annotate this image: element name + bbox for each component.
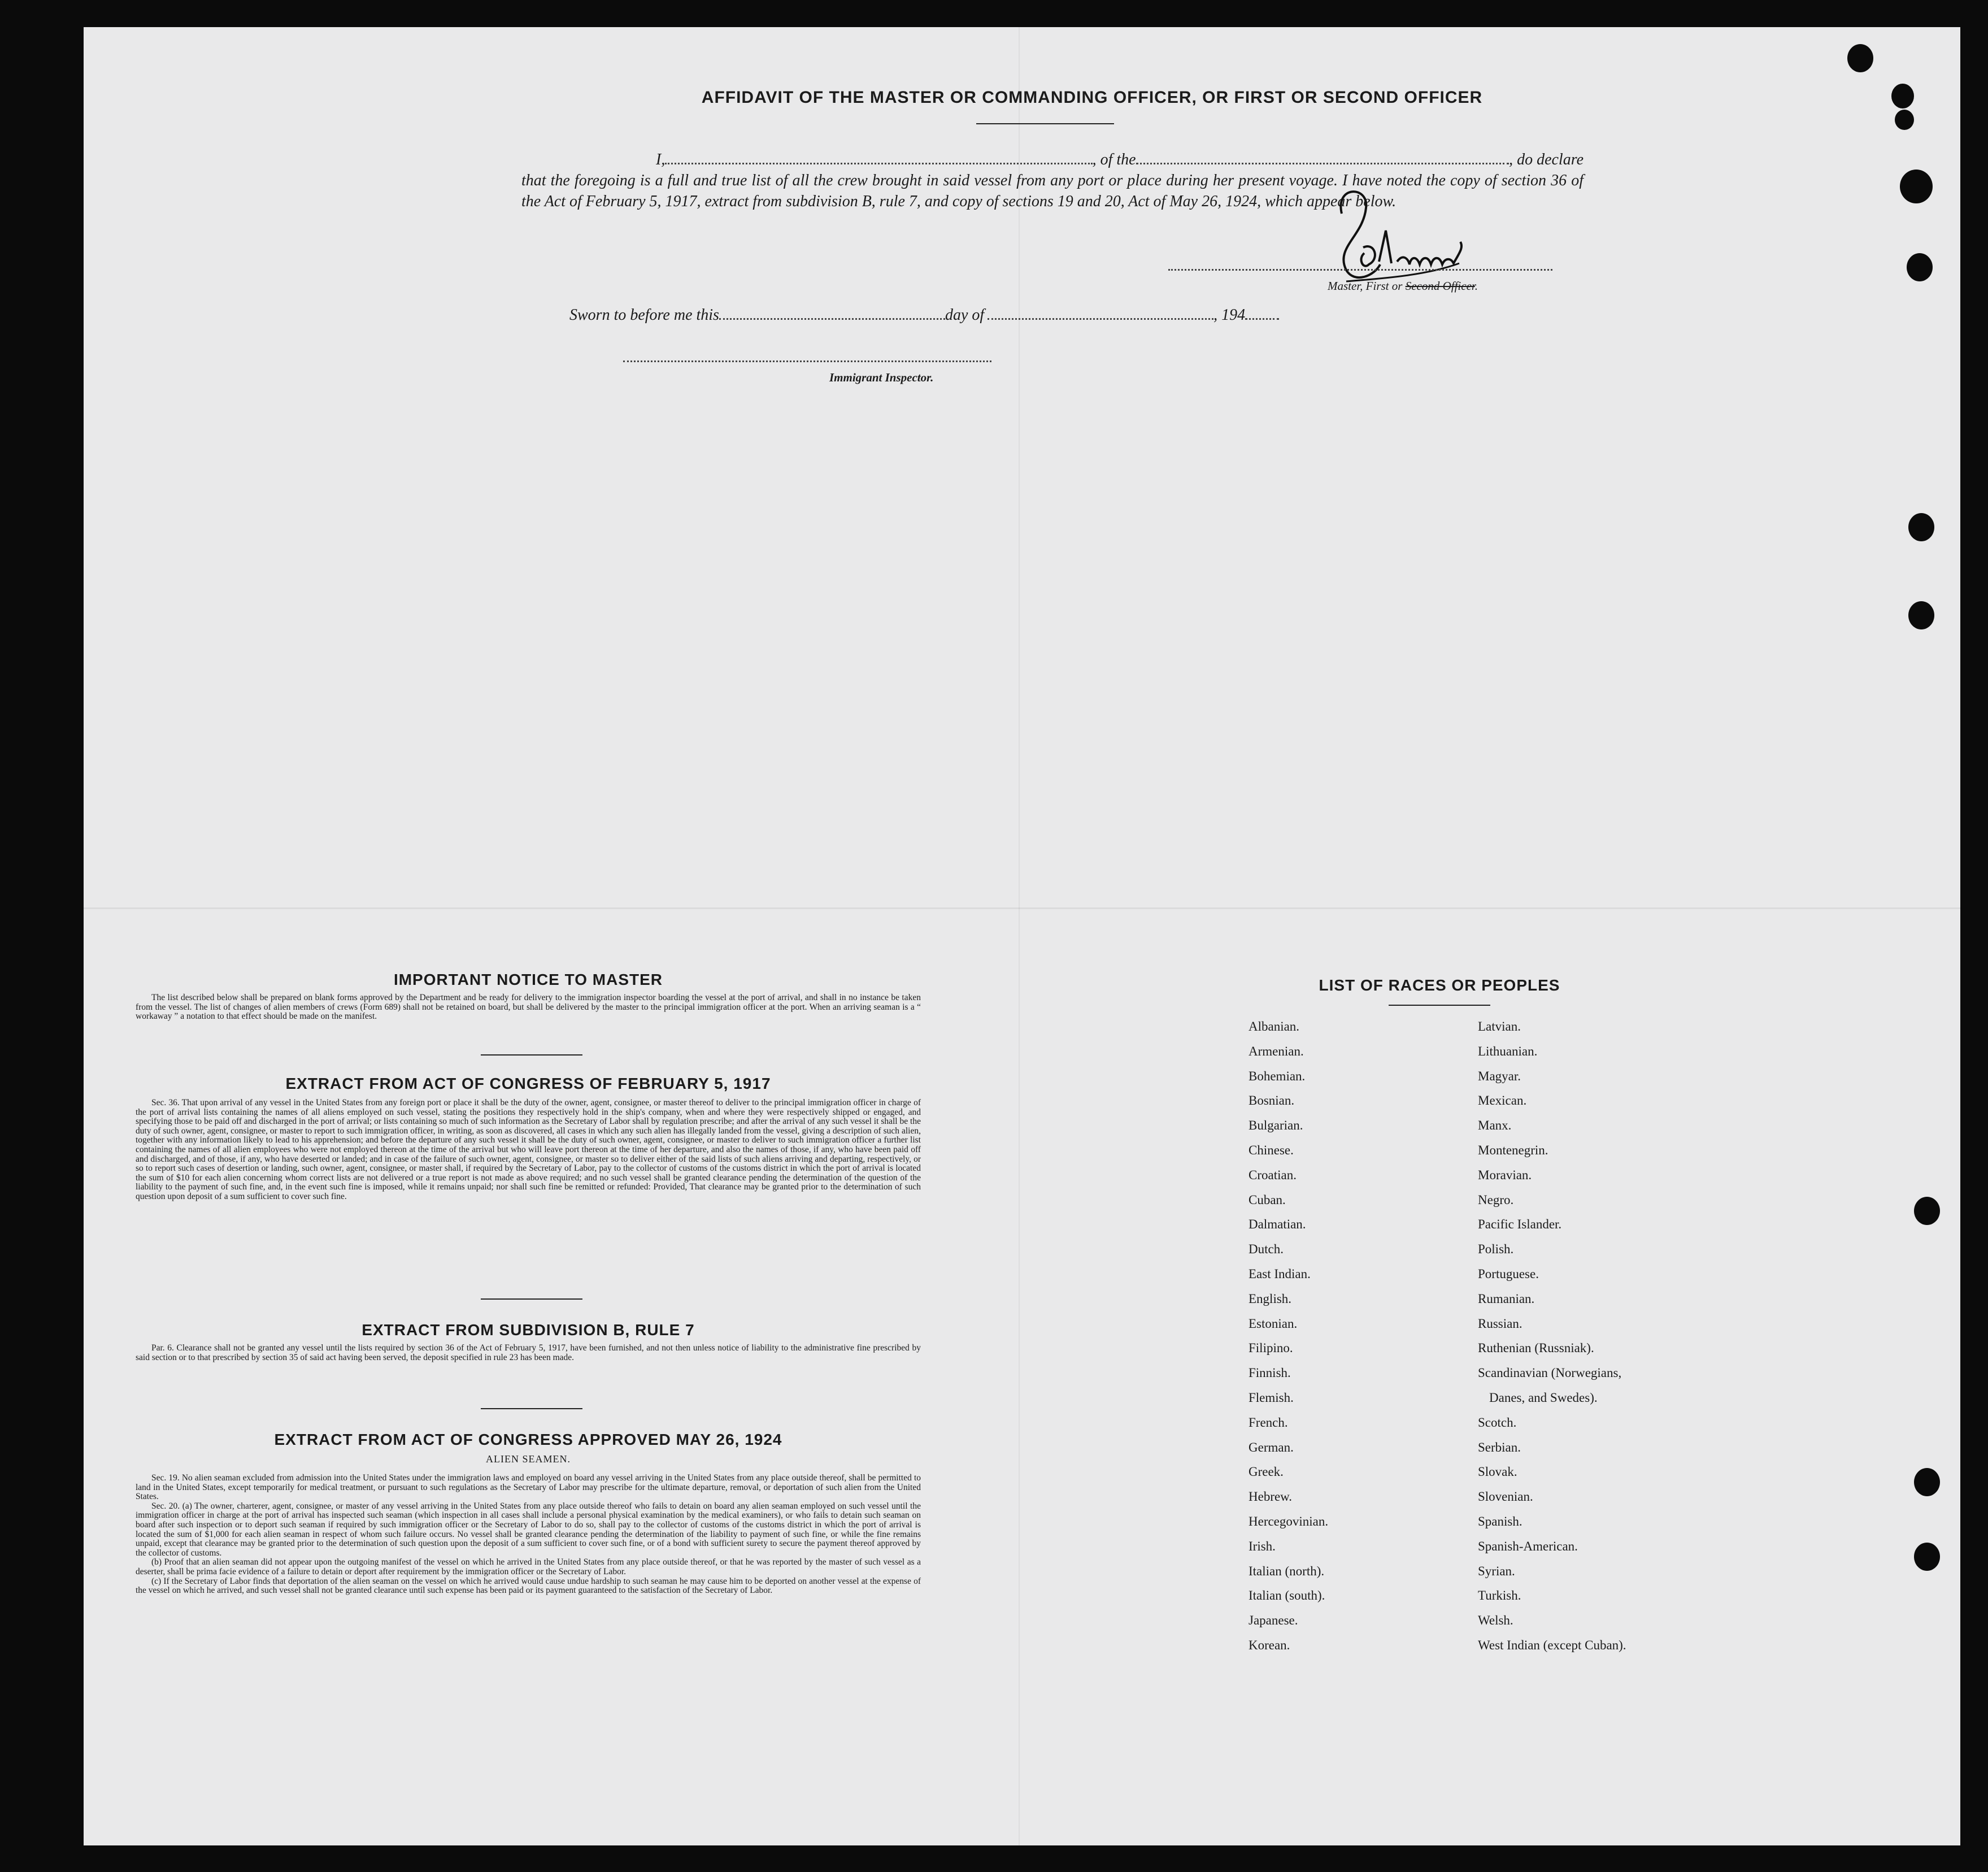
- punch-hole: [1847, 44, 1873, 72]
- punch-hole: [1914, 1197, 1940, 1225]
- race-item: Magyar.: [1478, 1069, 1521, 1083]
- extract-rule7-title: EXTRACT FROM SUBDIVISION B, RULE 7: [362, 1321, 695, 1339]
- race-item: Armenian.: [1249, 1044, 1304, 1058]
- race-item: Japanese.: [1249, 1613, 1298, 1627]
- signature-line: [1168, 269, 1552, 271]
- race-item: Lithuanian.: [1478, 1044, 1538, 1058]
- document-sheet: [84, 27, 1960, 1845]
- i-label: I,: [656, 151, 665, 168]
- race-item: Montenegrin.: [1478, 1143, 1548, 1157]
- race-item: Finnish.: [1249, 1366, 1291, 1380]
- affidavit-text: that the foregoing is a full and true list of all the crew brought in said vessel from any port or place during her present voyage. I have noted the copy of section 36 of the Act of February 5, 1917, extract from subdivision B, rule 7, and copy of sections 19 and 20, Act of May 26, 1924, which appear below.: [521, 172, 1584, 210]
- race-item: Syrian.: [1478, 1564, 1515, 1578]
- extract-1924-sec20c: (c) If the Secretary of Labor finds that deportation of the alien seaman on the vessel on which he arrived would cause undue hardship to such seaman he may cause him to be deported on another vessel at the expense of the vessel on which he arrived, and such vessel shall not be granted clearance until such expense has been paid or its payment guaranteed to the satisfaction of the Secretary of Labor.: [136, 1576, 921, 1596]
- rule-1: [481, 1054, 582, 1056]
- race-item: Cuban.: [1249, 1193, 1286, 1207]
- race-item: Greek.: [1249, 1465, 1284, 1479]
- sworn-line: [569, 306, 1279, 324]
- extract-rule7-block: [136, 1344, 921, 1362]
- notice-title: IMPORTANT NOTICE TO MASTER: [393, 971, 663, 988]
- race-item: Russian.: [1478, 1317, 1522, 1331]
- race-item: Slovenian.: [1478, 1489, 1533, 1504]
- day-of-label: day of: [945, 306, 985, 324]
- race-item: Dutch.: [1249, 1242, 1284, 1256]
- sworn-month-field: [988, 318, 1213, 320]
- race-item: Hebrew.: [1249, 1489, 1293, 1504]
- race-item: East Indian.: [1249, 1267, 1311, 1281]
- extract-rule7-text: Par. 6. Clearance shall not be granted any vessel until the lists required by section 36 of the Act of February 5, 1917, have been furnished, and not then unless notice of liability to the administrative fine prescribed by said section or to that prescribed by section 35 of said act having been served, the deposit specified in rule 23 has been made.: [136, 1343, 921, 1362]
- races-title-rule: [1389, 1005, 1490, 1006]
- notice-text: The list described below shall be prepared on blank forms approved by the Department and be ready for delivery to the immigration inspector boarding the vessel at the port of arrival, and shall in no instance be taken from the vessel. The list of changes of alien members of crews (Form 689) shall not be retained on board, but shall be delivered by the master to the principal immigration officer at the port. When an arriving seaman is a “ workaway ” a notation to that effect should be made on the manifest.: [136, 993, 921, 1022]
- punch-hole: [1891, 84, 1914, 108]
- race-item: Filipino.: [1249, 1341, 1293, 1355]
- race-item: Serbian.: [1478, 1440, 1521, 1454]
- race-item: Chinese.: [1249, 1143, 1294, 1157]
- race-item: Negro.: [1478, 1193, 1514, 1207]
- race-item: Rumanian.: [1478, 1292, 1535, 1306]
- race-item: Spanish-American.: [1478, 1539, 1578, 1553]
- title-rule: [976, 123, 1114, 124]
- sworn-year-field: [1245, 318, 1279, 320]
- race-item: Scandinavian (Norwegians,: [1478, 1366, 1622, 1380]
- extract-1924-sec20b: (b) Proof that an alien seaman did not appear upon the outgoing manifest of the vessel on which he arrived in the United States from any place outside thereof, or that he was reported by the master of such vessel as a deserter, shall be prima facie evidence of a failure to detain or deport after requirement by the immigration officer or the Secretary of Labor.: [136, 1557, 921, 1576]
- signature-caption-suffix: .: [1474, 279, 1478, 293]
- race-item: Danes, and Swedes).: [1489, 1391, 1598, 1405]
- race-item: Welsh.: [1478, 1613, 1513, 1627]
- year-label: , 194: [1213, 306, 1246, 324]
- extract-1924-title: EXTRACT FROM ACT OF CONGRESS APPROVED MAY 26, 1924: [274, 1431, 782, 1448]
- signature-caption: [1328, 279, 1478, 293]
- race-item: Flemish.: [1249, 1391, 1294, 1405]
- extract-1924-sec20a: Sec. 20. (a) The owner, charterer, agent, consignee, or master of any vessel arriving in the United States from any place outside thereof who fails to detain on board any alien seaman employed on such vessel until the immigration officer in charge at the port of arrival has inspected such seaman (which inspection in all cases shall include a personal physical examination by the medical examiners), or who fails to detain such seaman on board after such inspection or to deport such seaman if required by such immigration officer or the Secretary of Labor to do so, shall pay to the collector of customs of the customs district in which the port of arrival is located the sum of $1,000 for each alien seaman in respect of whom such failure occurs. No vessel shall be granted clearance pending the determination of the liability to payment of such fine, or while the fine remains unpaid, except that clearance may be granted prior to the determination of such question upon the deposit of a sum sufficient to cover such fine, or of a bond with sufficient surety to secure the payment thereof approved by the collector of customs.: [136, 1501, 921, 1558]
- race-item: Polish.: [1478, 1242, 1514, 1256]
- race-item: Manx.: [1478, 1118, 1512, 1132]
- race-item: Slovak.: [1478, 1465, 1517, 1479]
- extract-1924-subtitle: ALIEN SEAMEN.: [486, 1453, 571, 1465]
- race-item: Portuguese.: [1478, 1267, 1539, 1281]
- do-declare-label: , do declare: [1509, 151, 1584, 168]
- punch-hole: [1908, 513, 1934, 541]
- race-item: Hercegovinian.: [1249, 1514, 1329, 1528]
- race-item: West Indian (except Cuban).: [1478, 1638, 1626, 1652]
- race-item: Bohemian.: [1249, 1069, 1306, 1083]
- extract-1917-text: Sec. 36. That upon arrival of any vessel in the United States from any foreign port or place it shall be the duty of the owner, agent, consignee, or master thereof to deliver to the principal immigration officer in charge of the port of arrival lists containing the names of all aliens employed on such vessel, stating the positions they respectively hold in the ship's company, when and where they were respectively shipped or engaged, and specifying those to be paid off and discharged in the port of arrival; or lists containing so much of such information as the Secretary of Labor shall by regulation prescribe; and after the arrival of any such vessel it shall be the duty of such owner, agent, consignee, or master to report to such immigration officer, in writing, as soon as discovered, all cases in which any such alien has illegally landed from the vessel, giving a description of such alien, together with any information likely to lead to his apprehension; and before the departure of any such vessel it shall be the duty of such owner, agent, consignee, or master to deliver to such immigration officer a further list containing the names of all alien employees who were not employed thereon at the time of the arrival but who will leave port thereon at the time of her departure, and also the names of those, if any, who have been paid off and discharged, and of those, if any, who have deserted or landed; and in case of the failure of such owner, agent, consignee, or master so to deliver either of the said lists of such aliens arriving and departing, respectively, or so to report such cases of desertion or landing, such owner, agent, consignee, or master shall, if required by the Secretary of Labor, pay to the collector of customs of the customs district in which the port of arrival is located the sum of $10 for each alien concerning whom correct lists are not delivered or a true report is not made as above required; and no such vessel shall be granted clearance pending the determination of the question of the liability to the payment of such fine, and, in the event such fine is imposed, while it remains unpaid; nor shall such fine be remitted or refunded: Provided, That clearance may be granted prior to the determination of such question upon deposit of a sum sufficient to cover such fine.: [136, 1098, 921, 1201]
- punch-hole: [1914, 1468, 1940, 1496]
- race-item: Latvian.: [1478, 1019, 1521, 1033]
- race-item: Mexican.: [1478, 1093, 1527, 1107]
- race-item: Estonian.: [1249, 1317, 1298, 1331]
- affidavit-title: AFFIDAVIT OF THE MASTER OR COMMANDING OFFICER, OR FIRST OR SECOND OFFICER: [701, 88, 1483, 107]
- extract-1917-title: EXTRACT FROM ACT OF CONGRESS OF FEBRUARY 5, 1917: [285, 1075, 771, 1092]
- inspector-line: [623, 360, 991, 362]
- sworn-label: Sworn to before me this: [569, 306, 719, 324]
- race-item: Ruthenian (Russniak).: [1478, 1341, 1594, 1355]
- of-the-label: , of the: [1092, 151, 1136, 168]
- name-field: [665, 163, 1092, 164]
- race-item: Italian (north).: [1249, 1564, 1325, 1578]
- signature-caption-struck: Second Officer: [1405, 279, 1475, 293]
- punch-hole: [1914, 1543, 1940, 1571]
- extract-1924-sec19: Sec. 19. No alien seaman excluded from admission into the United States under the immigration laws and employed on board any vessel arriving in the United States from any place outside thereof, shall be permitted to land in the United States, except temporarily for medical treatment, or pursuant to such regulations as the Secretary of Labor may prescribe for the ultimate departure, removal, or deportation of such alien from the United States.: [136, 1473, 921, 1502]
- race-item: Pacific Islander.: [1478, 1217, 1562, 1231]
- race-item: Dalmatian.: [1249, 1217, 1306, 1231]
- extract-1917-block: [136, 1098, 921, 1202]
- race-item: German.: [1249, 1440, 1294, 1454]
- race-item: Moravian.: [1478, 1168, 1532, 1182]
- extract-1924-block: [136, 1474, 921, 1596]
- race-item: Korean.: [1249, 1638, 1290, 1652]
- inspector-caption: Immigrant Inspector.: [829, 371, 934, 384]
- signature-caption-prefix: Master, First or: [1328, 279, 1403, 293]
- race-item: English.: [1249, 1292, 1292, 1306]
- rule-2: [481, 1298, 582, 1300]
- race-item: Bulgarian.: [1249, 1118, 1303, 1132]
- race-item: Bosnian.: [1249, 1093, 1295, 1107]
- race-item: Irish.: [1249, 1539, 1276, 1553]
- punch-hole: [1908, 601, 1934, 629]
- race-item: Spanish.: [1478, 1514, 1522, 1528]
- fold-line: [84, 907, 1960, 909]
- race-item: Croatian.: [1249, 1168, 1297, 1182]
- punch-hole: [1895, 110, 1914, 130]
- races-title: LIST OF RACES OR PEOPLES: [1319, 976, 1560, 994]
- notice-text-block: [136, 993, 921, 1022]
- race-item: Italian (south).: [1249, 1588, 1325, 1602]
- race-item: Albanian.: [1249, 1019, 1300, 1033]
- sworn-day-field: [719, 318, 945, 320]
- race-item: French.: [1249, 1415, 1288, 1430]
- punch-hole: [1907, 253, 1933, 281]
- rule-3: [481, 1408, 582, 1409]
- punch-hole: [1900, 170, 1933, 203]
- race-item: Scotch.: [1478, 1415, 1517, 1430]
- race-item: Turkish.: [1478, 1588, 1521, 1602]
